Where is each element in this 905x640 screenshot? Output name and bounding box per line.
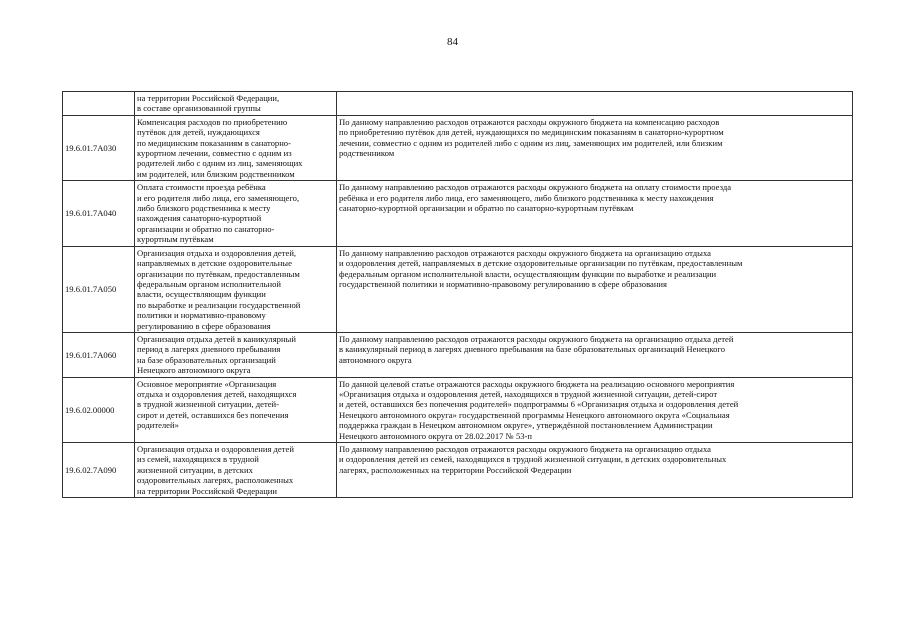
expense-description-cell <box>337 332 853 377</box>
expense-name-line: в составе организованной группы <box>137 103 261 114</box>
expense-description-line: Ненецкого автономного округа» государственной программы Ненецкого автономного округа «Социальная <box>339 409 730 420</box>
expense-description-line: По данному направлению расходов отражаются расходы окружного бюджета на организацию отдыха <box>339 444 711 454</box>
expense-description-line: По данному направлению расходов отражаются расходы окружного бюджета на организацию отдыха <box>339 247 711 258</box>
expense-name-line: организации и обратно по санаторно- <box>137 223 275 234</box>
expense-name-line: Организация отдыха и оздоровления детей, <box>137 247 297 258</box>
budget-code-cell <box>63 92 135 116</box>
expense-name-line: курортном лечении, совместно с одним из <box>137 148 292 159</box>
budget-classification-table <box>62 91 853 498</box>
budget-code-cell: 19.6.02.7А090 <box>63 443 135 498</box>
expense-description-line: федеральным органом исполнительной власти, осуществляющим функции по выработке и реализации <box>339 268 717 279</box>
expense-name-cell <box>135 377 337 442</box>
expense-name-line: по выработке и реализации государственной <box>137 299 301 310</box>
expense-name-line: путёвок для детей, нуждающихся <box>137 127 260 138</box>
expense-name-line: нахождения санаторно-курортной <box>137 213 262 224</box>
expense-name-line: направляемых в детские оздоровительные <box>137 258 292 269</box>
expense-name-line: оздоровительных лагерях, расположенных <box>137 475 294 486</box>
expense-name-cell <box>135 443 337 498</box>
expense-description-line: санаторно-курортной организации и обратно по санаторно-курортным путёвкам <box>339 203 634 214</box>
expense-description-line: и оздоровления детей, направляемых в детские оздоровительные организации по путёвкам, предоставленным <box>339 258 743 269</box>
expense-name-line: власти, осуществляющим функции <box>137 289 266 300</box>
expense-name-line: Основное мероприятие «Организация <box>137 378 277 389</box>
expense-name-line: Ненецкого автономного округа <box>137 365 251 376</box>
page-number: 84 <box>447 36 458 48</box>
expense-description-line: автономного округа <box>339 354 412 365</box>
expense-name-line: Компенсация расходов по приобретению <box>137 116 288 127</box>
expense-description-line: лечении, совместно с одним из родителей либо с одним из лиц, заменяющих им родителей, или близким <box>339 137 723 148</box>
expense-name-cell <box>135 332 337 377</box>
expense-name-line: по медицинским показаниям в санаторно- <box>137 137 291 148</box>
expense-description-line: Ненецкого автономного округа от 28.02.2017 № 53-п <box>339 430 532 441</box>
expense-description-line: государственной политики и нормативно-правовому регулированию в сфере образования <box>339 278 667 289</box>
table-row <box>63 92 853 116</box>
expense-description-line: и оздоровления детей из семей, находящихся в трудной жизненной ситуации, в детских оздоровительных <box>339 454 727 465</box>
table-row <box>63 443 853 498</box>
expense-description-line: ребёнка и его родителя либо лица, его заменяющего, либо близкого родственника к месту нахождения <box>339 192 714 203</box>
expense-name-line: на территории Российской Федерации <box>137 485 277 496</box>
table-body <box>63 92 853 498</box>
budget-code-cell: 19.6.02.00000 <box>63 377 135 442</box>
expense-name-line: курортным путёвкам <box>137 234 214 245</box>
expense-description-line: По данному направлению расходов отражаются расходы окружного бюджета на оплату стоимости проезда <box>339 182 732 193</box>
expense-name-line: на территории Российской Федерации, <box>137 93 280 103</box>
expense-description-line: лагерях, расположенных на территории Российской Федерации <box>339 464 572 475</box>
table-row <box>63 246 853 332</box>
expense-name-line: на базе образовательных организаций <box>137 354 276 365</box>
expense-description-line: и детей, оставшихся без попечения родителей» подпрограммы 6 «Организация отдыха и оздоровления детей <box>339 399 739 410</box>
expense-name-line: регулированию в сфере образования <box>137 320 271 331</box>
expense-name-line: в трудной жизненной ситуации, детей- <box>137 399 279 410</box>
expense-description-cell <box>337 115 853 180</box>
expense-name-line: федеральным органом исполнительной <box>137 278 282 289</box>
budget-code-cell: 19.6.01.7А050 <box>63 246 135 332</box>
expense-name-line: отдыха и оздоровления детей, находящихся <box>137 388 297 399</box>
expense-name-line: период в лагерях дневного пребывания <box>137 344 281 355</box>
budget-code-cell: 19.6.01.7А030 <box>63 115 135 180</box>
expense-name-line: Организация отдыха детей в каникулярный <box>137 333 296 344</box>
expense-name-line: организации по путёвкам, предоставленным <box>137 268 300 279</box>
expense-description-line: в каникулярный период в лагерях дневного пребывания на базе образовательных организаций Ненецкого <box>339 344 726 355</box>
expense-name-line: либо близкого родственника к месту <box>137 203 271 214</box>
expense-name-cell <box>135 181 337 246</box>
expense-name-cell <box>135 115 337 180</box>
expense-description-cell <box>337 246 853 332</box>
expense-name-line: родителей либо с одним из лиц, заменяющих <box>137 158 303 169</box>
expense-name-line: Оплата стоимости проезда ребёнка <box>137 182 266 193</box>
table-row <box>63 377 853 442</box>
budget-code-cell: 19.6.01.7А040 <box>63 181 135 246</box>
expense-name-line: им родителей, или близким родственником <box>137 168 295 179</box>
expense-description-line: по приобретению путёвок для детей, нуждающихся по медицинским показаниям в санаторно-курортном <box>339 127 724 138</box>
table-row <box>63 181 853 246</box>
expense-name-cell <box>135 92 337 116</box>
expense-description-cell <box>337 181 853 246</box>
table-row <box>63 115 853 180</box>
expense-name-line: жизненной ситуации, в детских <box>137 464 253 475</box>
budget-code-cell: 19.6.01.7А060 <box>63 332 135 377</box>
expense-name-line: политики и нормативно-правовому <box>137 310 266 321</box>
expense-description-line: По данной целевой статье отражаются расходы окружного бюджета на реализацию основного мероприятия <box>339 378 735 389</box>
expense-description-line: родственником <box>339 148 395 159</box>
expense-description-line: По данному направлению расходов отражаются расходы окружного бюджета на компенсацию расходов <box>339 116 720 127</box>
expense-description-cell <box>337 92 853 116</box>
expense-name-line: из семей, находящихся в трудной <box>137 454 259 465</box>
expense-name-line: родителей» <box>137 420 179 431</box>
expense-name-line: и его родителя либо лица, его заменяющего, <box>137 192 300 203</box>
expense-description-line: поддержка граждан в Ненецком автономном округе», утверждённой постановлением Администрации <box>339 420 713 431</box>
expense-name-line: Организация отдыха и оздоровления детей <box>137 444 294 454</box>
expense-name-cell <box>135 246 337 332</box>
expense-description-cell <box>337 377 853 442</box>
expense-description-line: По данному направлению расходов отражаются расходы окружного бюджета на организацию отдыха детей <box>339 333 734 344</box>
expense-description-line: «Организация отдыха и оздоровления детей, находящихся в трудной жизненной ситуации, детей-сирот <box>339 388 718 399</box>
expense-description-cell <box>337 443 853 498</box>
expense-name-line: сирот и детей, оставшихся без попечения <box>137 409 289 420</box>
table-row <box>63 332 853 377</box>
